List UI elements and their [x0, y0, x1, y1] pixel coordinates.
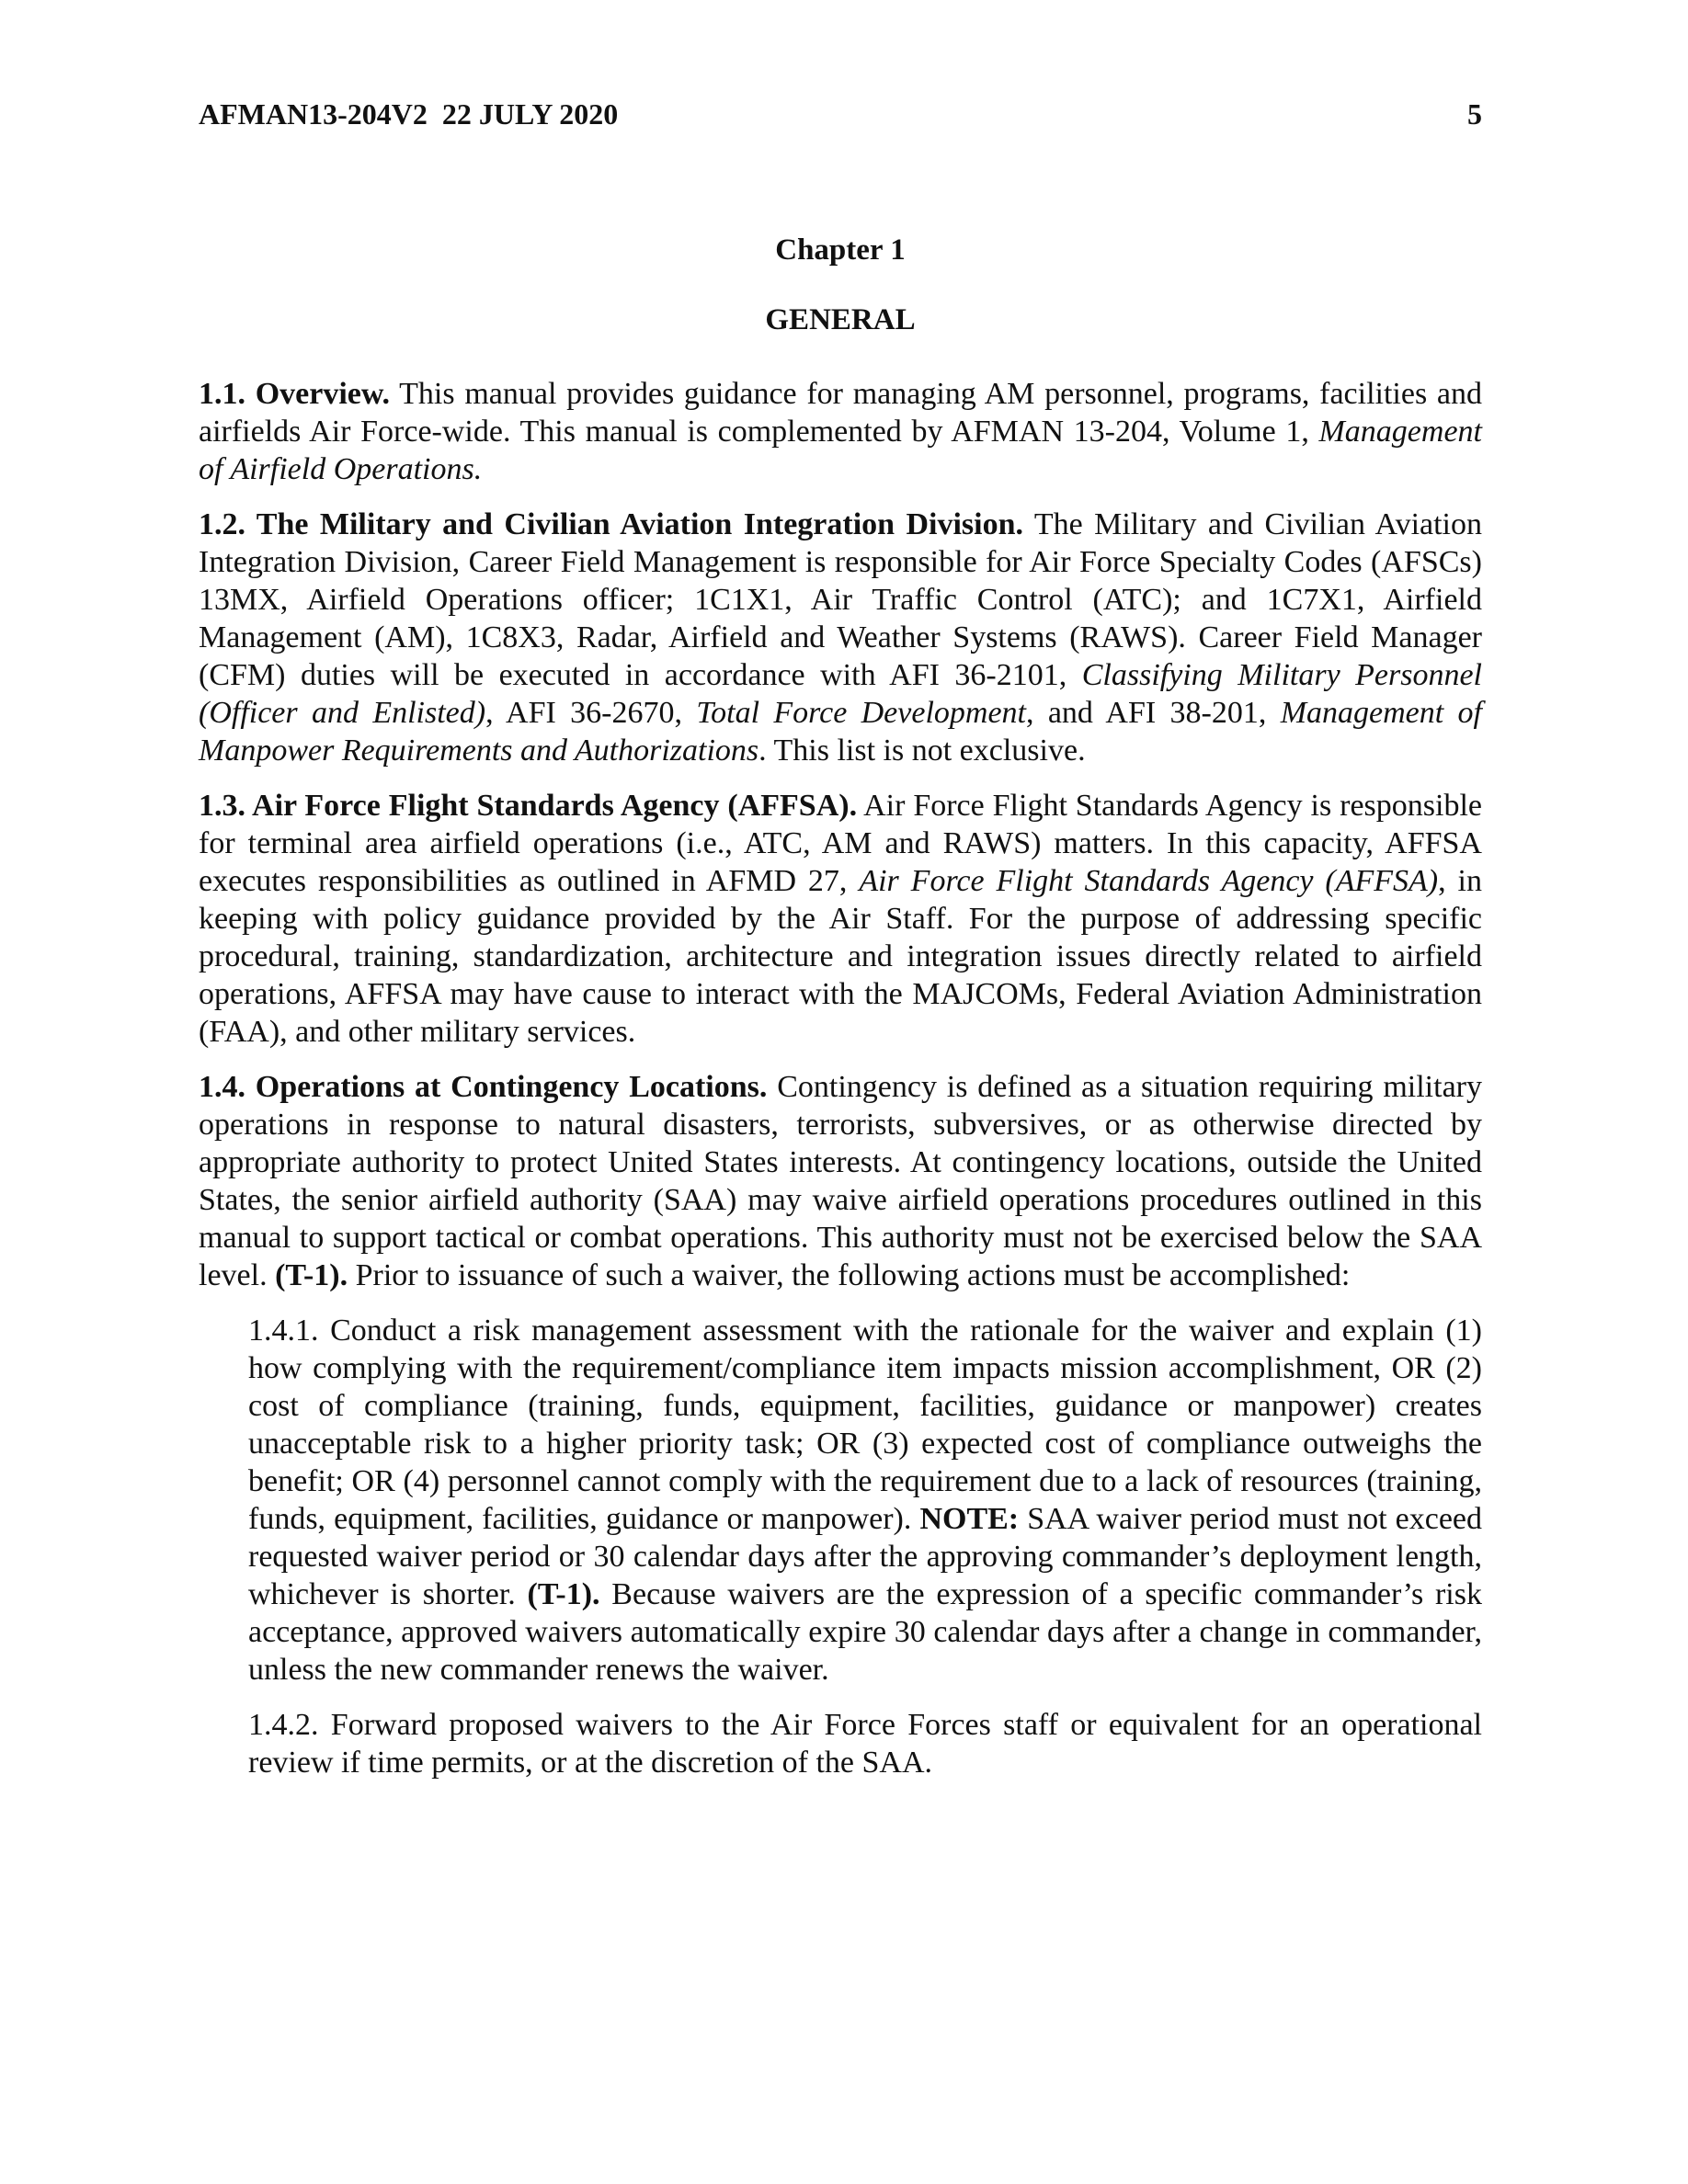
- publication-title: Management of Airfield Operations.: [199, 415, 1482, 486]
- chapter-label: Chapter 1: [775, 233, 906, 267]
- header-doc-id: AFMAN13-204V2: [199, 97, 428, 131]
- document-body: [199, 375, 1482, 1799]
- header-date: 22 JULY 2020: [441, 97, 619, 131]
- section-heading: 1.3. Air Force Flight Standards Agency (AFFSA).: [199, 789, 858, 823]
- section-1-4-1: [248, 1312, 1482, 1689]
- note-label: NOTE:: [919, 1502, 1020, 1536]
- section-1-1: [199, 375, 1482, 488]
- paragraph-text: SAA waiver period must not exceed requested waiver period or 30 calendar days after the approving commander’s deployment length, whichever is shorter.: [248, 1502, 1483, 1611]
- paragraph-text: 1.4.2. Forward proposed waivers to the Air Force Forces staff or equivalent for an operational review if time permits, or at the discretion of the SAA.: [248, 1708, 1482, 1780]
- publication-title: Air Force Flight Standards Agency (AFFSA): [859, 864, 1439, 898]
- publication-title: Total Force Development: [696, 696, 1026, 730]
- publication-title: Classifying Military Personnel (Officer and Enlisted): [199, 658, 1482, 730]
- paragraph-text: Prior to issuance of such a waiver, the following actions must be accomplished:: [348, 1258, 1351, 1292]
- section-1-3: [199, 787, 1482, 1051]
- section-1-4-2: [248, 1706, 1482, 1781]
- section-heading: 1.4. Operations at Contingency Locations.: [199, 1070, 768, 1104]
- tier-marker: (T-1).: [527, 1577, 600, 1611]
- section-1-2: [199, 506, 1482, 769]
- page-number: 5: [1467, 97, 1482, 131]
- paragraph-text: , AFI 36-2670,: [485, 696, 697, 730]
- paragraph-text: Contingency is defined as a situation requiring military operations in response to natural disasters, terrorists, subversives, or as otherwise directed by appropriate authority to protect United States interests. At contingency locations, outside the United States, the senior airfield authority (SAA) may waive airfield operations procedures outlined in this manual to support tactical or combat operations. This authority must not be exercised below the SAA level.: [199, 1070, 1482, 1292]
- paragraph-text: Air Force Flight Standards Agency is responsible for terminal area airfield operations (i.e., ATC, AM and RAWS) matters. In this capacity, AFFSA executes responsibilities as outlined in AFMD 27,: [199, 789, 1482, 898]
- section-heading: 1.2. The Military and Civilian Aviation Integration Division.: [199, 507, 1024, 541]
- paragraph-text: , and AFI 38-201,: [1026, 696, 1281, 730]
- header-doc-id-and-date: [199, 97, 618, 131]
- section-1-4: [199, 1068, 1482, 1294]
- publication-title: Management of Manpower Requirements and Authorizations: [199, 696, 1482, 768]
- paragraph-text: . This list is not exclusive.: [758, 734, 1086, 768]
- chapter-title: GENERAL: [765, 303, 916, 336]
- section-heading: 1.1. Overview.: [199, 377, 391, 411]
- paragraph-text: 1.4.1. Conduct a risk management assessment with the rationale for the waiver and explain (1) how complying with the requirement/compliance item impacts mission accomplishment, OR (2) cost of compliance (training, funds, equipment, facilities, guidance or manpower) creates unacceptable risk to a higher priority task; OR (3) expected cost of compliance outweighs the benefit; OR (4) personnel cannot comply with the requirement due to a lack of resources (training, funds, equipment, facilities, guidance or manpower).: [248, 1314, 1482, 1536]
- paragraph-text: The Military and Civilian Aviation Integration Division, Career Field Management is responsible for Air Force Specialty Codes (AFSCs) 13MX, Airfield Operations officer; 1C1X1, Air Traffic Control (ATC); and 1C7X1, Airfield Management (AM), 1C8X3, Radar, Airfield and Weather Systems (RAWS). Career Field Manager (CFM) duties will be executed in accordance with AFI 36-2101,: [199, 507, 1482, 692]
- paragraph-text: This manual provides guidance for managing AM personnel, programs, facilities and airfields Air Force-wide. This manual is complemented by AFMAN 13-204, Volume 1,: [199, 377, 1482, 449]
- tier-marker: (T-1).: [275, 1258, 348, 1292]
- paragraph-text: Because waivers are the expression of a specific commander’s risk acceptance, approved waivers automatically expire 30 calendar days after a change in commander, unless the new commander renews the waiver.: [248, 1577, 1482, 1687]
- paragraph-text: , in keeping with policy guidance provided by the Air Staff. For the purpose of addressing specific procedural, training, standardization, architecture and integration issues directly related to airfield operations, AFFSA may have cause to interact with the MAJCOMs, Federal Aviation Administration (FAA), and other military services.: [199, 864, 1482, 1049]
